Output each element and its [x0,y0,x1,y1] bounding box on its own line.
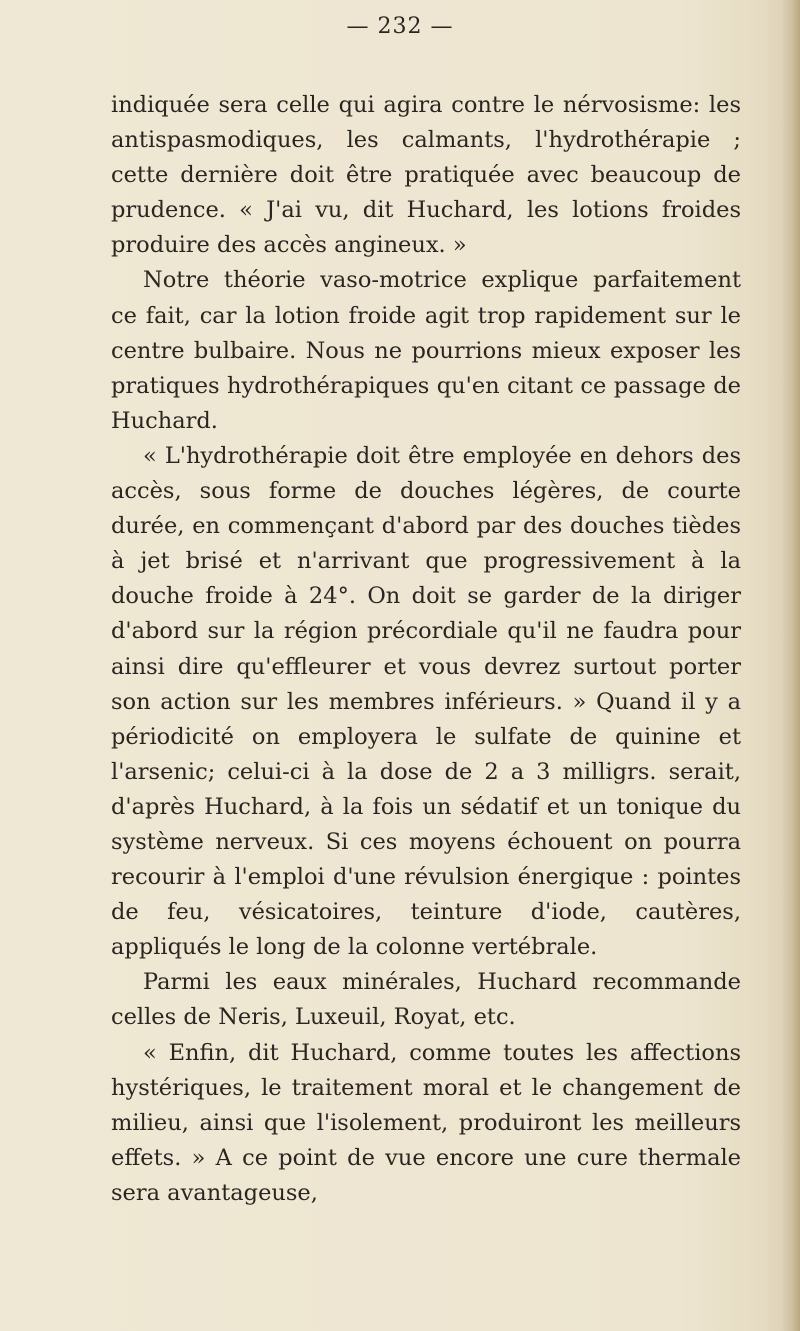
paragraph-1: indiquée sera celle qui agira contre le nérvosisme: les antispasmodiques, les calmants, l'hydrothérapie ; cette dernière doit être pratiquée avec beaucoup de prudence. « J'ai vu, dit Huchard, les lotions froides produire des accès angineux. » [111,92,741,259]
paragraph-2: Notre théorie vaso-motrice explique parfaitement ce fait, car la lotion froide agit trop rapidement sur le centre bulbaire. Nous ne pourrions mieux exposer les pratiques hydrothérapiques qu'en citant ce passage de Huchard. [111,267,741,434]
paragraph-3: « L'hydrothérapie doit être employée en dehors des accès, sous forme de douches légères, de courte durée, en commençant d'abord par des douches tièdes à jet brisé et n'arrivant que progressivement à la douche froide à 24°. On doit se garder de la diriger d'abord sur la région précordiale qu'il ne faudra pour ainsi dire qu'effleurer et vous devrez surtout porter son action sur les membres inférieurs. » Quand il y a périodicité on employera le sulfate de quinine et l'arsenic; celui-ci à la dose de 2 a 3 milligrs. serait, d'après Huchard, à la fois un sédatif et un tonique du système nerveux. Si ces moyens échouent on pourra recourir à l'emploi d'une révulsion énergique : pointes de feu, vésicatoires, teinture d'iode, cautères, appliqués le long de la colonne vertébrale. [111,442,741,961]
paragraph-5: « Enfin, dit Huchard, comme toutes les affections hystériques, le traitement moral et le changement de milieu, ainsi que l'isolement, produiront les meilleurs effets. » A ce point de vue encore une cure thermale sera avantageuse, [111,1039,741,1206]
page-edge-shadow [782,0,800,1331]
page-number: — 232 — [346,14,454,39]
paragraph-4: Parmi les eaux minérales, Huchard recommande celles de Neris, Luxeuil, Royat, etc. [111,969,741,1031]
body-text [111,88,741,1211]
